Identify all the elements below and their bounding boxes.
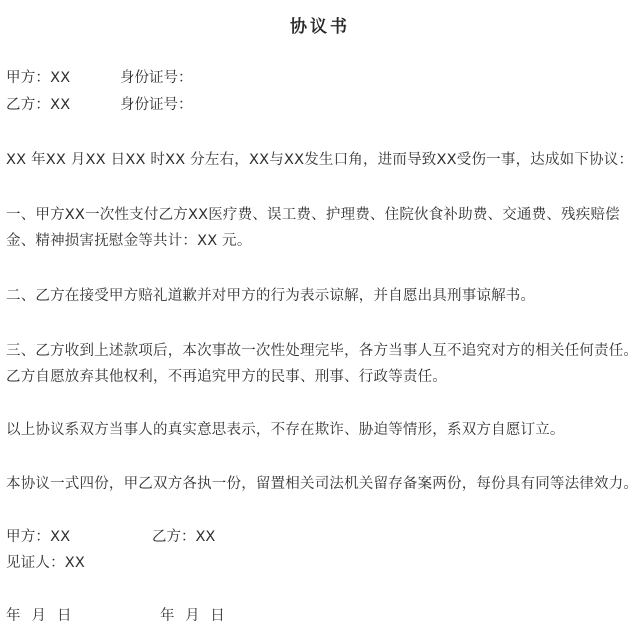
party-a-id-label: 身份证号： xyxy=(120,70,193,86)
clause-3-line-2: 乙方自愿放弃其他权利，不再追究甲方的民事、刑事、行政等责任。 xyxy=(6,369,447,385)
signature-party-a: 甲方：XX xyxy=(6,529,71,545)
clause-1-line-1: 一、甲方XX一次性支付乙方XX医疗费、误工费、护理费、住院伙食补助费、交通费、残疾赔偿 xyxy=(6,207,620,223)
intro-paragraph: XX 年XX 月XX 日XX 时XX 分左右，XX与XX发生口角，进而导致XX受伤一事，达成如下协议： xyxy=(6,152,634,168)
document-title: 协议书 xyxy=(290,17,350,37)
signature-date-b: 年 月 日 xyxy=(160,608,225,624)
clause-3-line-1: 三、乙方收到上述款项后，本次事故一次性处理完毕，各方当事人互不追究对方的相关任何责任。 xyxy=(6,343,639,359)
signature-date-a: 年 月 日 xyxy=(6,608,72,624)
signature-party-b: 乙方：XX xyxy=(152,529,216,545)
clause-1-line-2: 金、精神损害抚慰金等共计：XX 元。 xyxy=(6,233,252,249)
signature-witness: 见证人：XX xyxy=(6,555,86,571)
party-a-label: 甲方：XX xyxy=(6,70,71,86)
party-b-label: 乙方：XX xyxy=(6,97,71,113)
clause-2: 二、乙方在接受甲方赔礼道歉并对甲方的行为表示谅解，并自愿出具刑事谅解书。 xyxy=(6,288,536,304)
party-b-id-label: 身份证号： xyxy=(120,97,193,113)
copies-paragraph: 本协议一式四份，甲乙双方各执一份，留置相关司法机关留存备案两份，每份具有同等法律效力。 xyxy=(6,476,639,492)
statement-paragraph: 以上协议系双方当事人的真实意思表示，不存在欺诈、胁迫等情形，系双方自愿订立。 xyxy=(6,422,565,438)
